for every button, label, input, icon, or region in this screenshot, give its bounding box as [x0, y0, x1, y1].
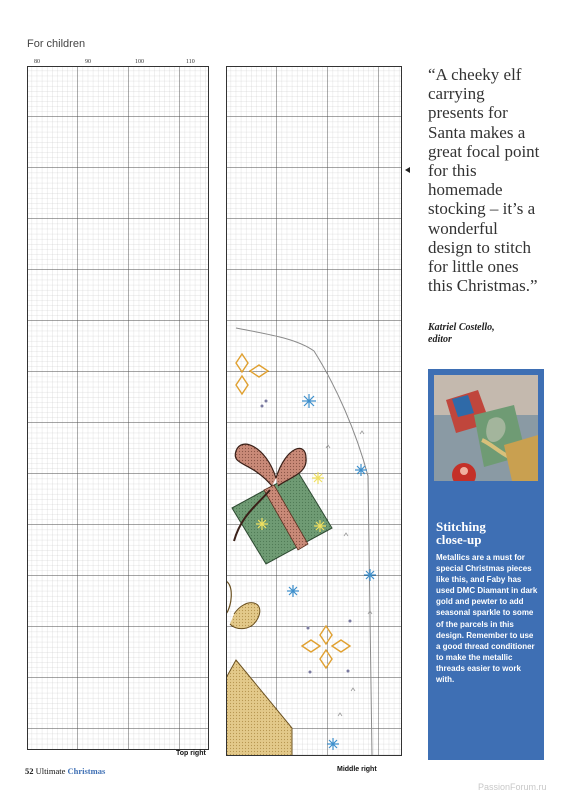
quote-attribution — [428, 322, 548, 346]
attribution-name: Katriel Costello, — [428, 322, 495, 333]
row-marker-arrow — [405, 167, 410, 173]
column-number-80: 80 — [34, 59, 40, 65]
stitching-closeup-box — [428, 369, 544, 760]
closeup-body-text: Metallics are a must for special Christmas pieces like this, and Faby has used DMC Diamant in dark gold and pewter to add seasonal sparkle to some of the parcels in this design. Remember to use a good thread conditioner to make the metallic threads easier to work with. — [436, 553, 538, 685]
chart-grid-left — [27, 66, 209, 750]
pull-quote: “A cheeky elf carrying presents for Santa makes a great focal point for this homemade stocking – it’s a wonderful design to stitch for little ones this Christmas.” — [428, 65, 540, 296]
column-number-90: 90 — [85, 59, 91, 65]
chart-caption-top-right: Top right — [176, 750, 206, 757]
page-number: 52 — [25, 766, 34, 776]
chart-grid-right — [226, 66, 402, 756]
closeup-title — [436, 520, 540, 546]
column-number-100: 100 — [135, 59, 144, 65]
page-folio — [25, 766, 105, 776]
closeup-title-line1: Stitching — [436, 519, 486, 534]
magazine-name-word2: Christmas — [67, 766, 106, 776]
closeup-title-line2: close-up — [436, 532, 482, 547]
closeup-photo — [434, 375, 538, 481]
section-label: For children — [27, 38, 86, 50]
magazine-name-word1: Ultimate — [35, 766, 66, 776]
closeup-photo-illustration — [434, 375, 538, 481]
attribution-role: editor — [428, 334, 452, 345]
column-number-110: 110 — [186, 59, 195, 65]
chart-caption-middle-right: Middle right — [337, 766, 377, 773]
watermark: PassionForum.ru — [478, 782, 547, 792]
